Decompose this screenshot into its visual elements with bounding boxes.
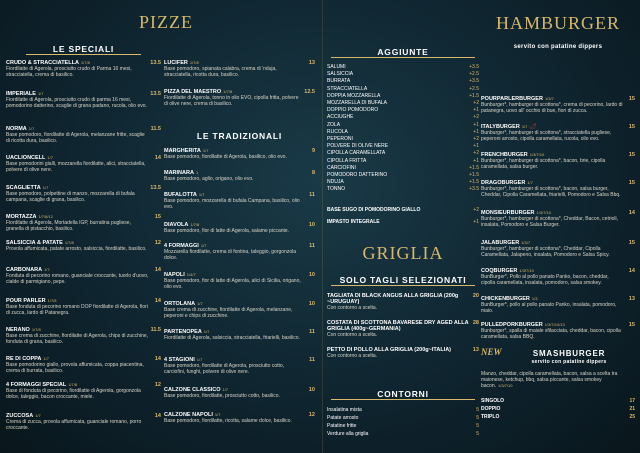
extra-name: SALSICCIA	[327, 71, 354, 78]
menu-item-price: 28	[472, 320, 479, 326]
menu-item-desc: Base pomodoro, fiordilatte di Agerola, basilico, olio evo.	[164, 154, 287, 161]
menu-item-desc: Fiordilatte di Agerola, tonno in olio EVO, cipolla fritta, polvere di olive nere, crema di basilico.	[164, 95, 299, 108]
menu-item-price: 11	[309, 329, 315, 335]
extra-name: ZOLA	[327, 121, 341, 128]
menu-item-name: 4 FORMAGGI SPECIAL	[6, 382, 67, 388]
menu-item-price: 10	[308, 222, 315, 228]
allergen-code: 1/7	[37, 91, 44, 96]
contorno-name: Patate arrosto	[327, 415, 359, 421]
allergen-code: 1/4/7	[186, 272, 196, 277]
smash-size-price: 17	[629, 398, 635, 404]
menu-item-price: 11	[309, 192, 315, 198]
menu-item-desc: Base pomodoro, mozzarella di bufala Campana, basilico, olio evo.	[164, 198, 300, 211]
menu-item-name: SCAGLIETTA	[6, 185, 41, 191]
menu-item-name: TAGLIATA DI BLACK ANGUS ALLA GRIGLIA (200g ~URUGUAY)	[327, 293, 459, 306]
extra-name: CIPOLLA CARAMELLATA	[327, 150, 386, 157]
menu-item-price: 10	[308, 387, 315, 393]
aggiunte-underline	[331, 57, 475, 58]
menu-item-name: PETTO DI POLLO ALLA GRIGLIA (200g~ITALIA)	[327, 347, 452, 353]
menu-item-desc: Bunburger*, spalla di maiale sfilacciata, cheddar, bacon, cipolla caramellata, salsa BBQ.	[481, 328, 621, 341]
menu-item	[164, 387, 315, 399]
menu-item	[164, 60, 315, 79]
allergen-code: 1/7	[202, 148, 209, 153]
menu-item	[164, 170, 315, 182]
menu-item	[327, 347, 479, 359]
menu-item	[164, 148, 315, 160]
menu-item-desc: Crema di zucca, provola affumicata, guanciale romano, porro croccante.	[6, 419, 142, 432]
menu-item-price: 11	[309, 357, 315, 363]
menu-item	[164, 301, 315, 320]
contorno-price: 5	[476, 415, 479, 421]
menu-item-desc: Bunburger*, hamburger di scottona*, bacon, salsa burger, Cheddar, Cipolla Caramellata, friarielli, Pomodoro e Salsa Bbq.	[481, 186, 621, 199]
extra-row	[327, 100, 479, 106]
menu-item-desc: Provola affumicata, patate arrosto, salsiccia, fiordilatte, basilico.	[6, 246, 147, 253]
extra-price: +1.5	[469, 164, 479, 171]
extra-name: ACCIUGHE	[327, 114, 354, 121]
menu-item-price: 12	[154, 240, 161, 246]
menu-item-name: 4 STAGIONI	[164, 357, 195, 363]
allergen-code: 1/7	[521, 124, 528, 129]
smash-title: SMASHBURGER	[532, 349, 606, 358]
extra-name: POLVERE DI OLIVE NERE	[327, 143, 389, 150]
allergen-code: 1/3/7	[544, 96, 554, 101]
extra-price: +3.5	[469, 186, 479, 193]
allergen-code: 1/7/8	[68, 382, 78, 387]
menu-item-price: 14	[154, 356, 161, 362]
allergen-code: 1/7	[196, 357, 203, 362]
extra-price: +2	[473, 136, 479, 142]
allergen-code: 1/7/8	[189, 60, 199, 65]
aggiunte-griglia-column	[327, 0, 479, 453]
menu-item	[327, 293, 479, 312]
contorno-row	[327, 423, 479, 429]
menu-item-name: RE DI COPPA	[6, 356, 42, 362]
menu-item	[6, 126, 161, 145]
smash-size-price: 25	[629, 414, 635, 420]
menu-item-desc: Base crema di zucchine, fiordilatte di Agerola, melanzane, peperoni e chips di zucchine.	[164, 307, 293, 320]
menu-item-name: ZUCCOSA	[6, 413, 34, 419]
menu-item-price: 14	[154, 267, 161, 273]
column-divider	[322, 0, 323, 453]
menu-item	[6, 413, 161, 432]
allergen-code: 1/7/8	[47, 298, 57, 303]
extra-price: +2.5	[469, 71, 479, 78]
menu-item	[481, 240, 635, 259]
impasto-price: +1	[473, 219, 479, 225]
extra-row	[327, 107, 479, 113]
extra-price: +1	[473, 128, 479, 135]
extra-row	[327, 143, 479, 149]
hamburger-subtitle: servito con patatine dippers	[513, 44, 603, 50]
menu-item-price: 11.5	[150, 126, 161, 132]
menu-item-name: DIAVOLA	[164, 222, 189, 228]
smash-size-row	[481, 398, 635, 404]
menu-item-desc: Bunburger*, hamburger di scottona*, Cheddar, Bacon, cetrioli, insalata, Pomodoro e Salsa Burger.	[481, 216, 619, 229]
extra-row	[327, 129, 479, 135]
extra-row	[327, 71, 479, 77]
menu-item-desc: Base crema di zucchine, fiordilatte di Agerola, chips di zucchine, fonduta di grana, basilico.	[6, 333, 149, 346]
allergen-code: 1/7/8/12	[38, 214, 53, 219]
allergen-code: 1/7	[28, 126, 35, 131]
smash-desc-block	[481, 371, 635, 390]
menu-item-price: 14	[154, 298, 161, 304]
allergen-code: 1/7	[42, 185, 49, 190]
new-badge: NEW	[481, 347, 502, 357]
contorno-price: 5	[476, 407, 479, 413]
menu-item-desc: Bunburger*, hamburger di scottona*, stracciatella pugliese, peperoni arrosto, cipolla caramellata, rucola, olio evo.	[481, 130, 612, 143]
menu-item-desc: Fiordilatte di Agerola, prosciutto crudo di parma 16 mesi, pomodorino datterino, scaglie di grana padano, rucola, olio evo.	[6, 97, 147, 110]
pizze-title: PIZZE	[139, 12, 193, 32]
menu-item-desc: Mozzarella fiordilatte, crema di fontina, taleggio, gorgonzola dolce.	[164, 249, 297, 262]
extra-row	[327, 114, 479, 120]
extra-row	[327, 158, 479, 164]
extra-name: SALUMI	[327, 64, 346, 70]
extra-price: +1.5	[469, 92, 479, 99]
menu-item-price: 13	[472, 347, 479, 353]
smash-size-name: DOPPIO	[481, 406, 501, 412]
smash-code: 1/3/7/10	[498, 383, 513, 389]
griglia-underline	[331, 285, 475, 286]
menu-item-price: 13.5	[150, 60, 161, 66]
menu-item	[6, 214, 161, 233]
menu-item-price: 15	[628, 180, 635, 186]
allergen-code: 1/3/7/10	[529, 152, 545, 157]
menu-item-name: POUR PARLER	[6, 298, 46, 304]
menu-item	[6, 267, 161, 286]
extra-name: PEPERONI	[327, 136, 353, 142]
griglia-header: SOLO TAGLI SELEZIONATI	[339, 275, 467, 285]
menu-item-desc: Base pomodoro, fiordilatte, ricotta, salame dolce, basilico.	[164, 418, 292, 425]
menu-item-price: 8	[311, 170, 315, 176]
menu-item-desc: Base pomodoro, spianata calabra, crema di 'nduja, stracciatella, ricotta dura, basilico.	[164, 66, 277, 79]
menu-item-desc: Con contorno a scelta.	[327, 332, 378, 339]
extra-row	[327, 136, 479, 142]
menu-item-name: ORTOLANA	[164, 301, 196, 307]
menu-item-name: BUFALOTTA	[164, 192, 197, 198]
contorno-name: Patatine fritte	[327, 423, 357, 429]
menu-item	[481, 322, 635, 341]
menu-item-name: CALZONE NAPOLI	[164, 412, 213, 418]
allergen-code: 1/7/8	[64, 240, 74, 245]
menu-item	[6, 60, 161, 79]
extra-price: +1	[473, 107, 479, 114]
menu-item	[6, 327, 161, 346]
extra-row	[327, 93, 479, 99]
extra-row	[327, 86, 479, 92]
allergen-code: 1/7	[35, 413, 41, 418]
menu-item-name: 4 FORMAGGI	[164, 243, 199, 249]
menu-item-desc: Base pomodoro, fior di latte di Agerola, alici di Sicilia, origano, olio evo.	[164, 278, 301, 291]
menu-item-name: MARINARA	[164, 170, 194, 176]
extra-price: +1	[473, 143, 479, 150]
menu-item	[6, 185, 161, 204]
extra-row	[327, 172, 479, 178]
allergen-code: 1/7/8	[31, 327, 41, 332]
smash-size-name: TRIPLO	[481, 414, 500, 420]
menu-item-desc: Bunburger*, hamburger di scottona*, bacon, brie, cipolla caramellata, salsa burger.	[481, 158, 606, 171]
impasto-name: IMPASTO INTEGRALE	[327, 219, 380, 225]
smash-size-name: SINGOLO	[481, 398, 505, 404]
extra-name: CIPOLLA FRITTA	[327, 157, 367, 164]
extra-name: TONNO	[327, 186, 345, 193]
menu-item	[6, 356, 161, 375]
menu-item-desc: Base pomodoro, fior di latte di Agerola, salame piccante.	[164, 228, 290, 235]
menu-item-desc: Con contorno a scelta.	[327, 305, 378, 312]
base-sugo-name: BASE SUGO DI POMODORINO GIALLO	[327, 207, 421, 213]
allergen-code: 1/7	[200, 243, 207, 248]
contorno-name: Insalatina mista	[327, 407, 362, 413]
menu-item-price: 12	[154, 382, 161, 388]
extra-row	[327, 186, 479, 192]
menu-item-row	[327, 293, 479, 305]
menu-item-title	[327, 320, 473, 332]
menu-item-price: 14	[154, 155, 161, 161]
extra-name: NDUJA	[327, 179, 344, 186]
base-sugo-price: +2	[473, 207, 479, 213]
contorno-price: 5	[476, 423, 479, 429]
allergen-code: 1/3	[531, 296, 538, 301]
allergen-code: 1/7	[222, 387, 229, 392]
extra-name: RUCOLA	[327, 128, 348, 135]
allergen-code: 1/3/7	[521, 240, 531, 245]
menu-item-desc: Base di fonduta di pecorino, fiordilatte di Agerola, gorgonzola dolce, taleggio, bacon croccante, miele.	[6, 388, 141, 401]
menu-item-desc: Base pomodorino giallo, provola affumicata, coppa piacentina, crema di burrata, basilico.	[6, 362, 144, 375]
extra-price: +1.5	[469, 172, 479, 178]
impasto-row	[327, 219, 479, 225]
allergen-code: 1	[195, 170, 199, 175]
speciali-underline	[26, 54, 141, 55]
menu-item-desc: Base pomodoro, aglio, origano, olio evo.	[164, 176, 254, 183]
allergen-code: 1/3/7/10/13	[544, 322, 565, 327]
smash-size-row	[481, 406, 635, 412]
smash-size-price: 21	[629, 406, 635, 412]
menu-item	[481, 124, 635, 143]
menu-item-price: 15	[628, 124, 635, 130]
menu-item-price: 12	[308, 412, 315, 418]
menu-item	[164, 357, 315, 376]
menu-item-name: CALZONE CLASSICO	[164, 387, 221, 393]
extra-row	[327, 122, 479, 128]
menu-item	[6, 240, 161, 252]
menu-item	[164, 412, 315, 424]
menu-item-name: PULLEDPORKBURGER	[481, 322, 543, 328]
extra-price: +2	[473, 150, 479, 157]
menu-item	[6, 298, 161, 317]
menu-item-name: COSTATA DI SCOTTONA BAVARESE DRY AGED ALLA GRIGLIA (400g~GERMANIA)	[327, 320, 469, 333]
menu-item	[481, 296, 635, 315]
menu-item-name: MORTAZZA	[6, 214, 37, 220]
menu-item-name: FRENCHBURGER	[481, 152, 528, 158]
menu-item-name: LUCIFER	[164, 60, 188, 66]
menu-item-desc: Base pomodoro, fiordilatte, prosciutto cotto, basilico.	[164, 393, 280, 400]
menu-item-desc: BunBurger*, Pollo al pollo panato Panko, bacon, cheddar, cipolla caramellata, insalata, pomodoro, salsa smokey.	[481, 274, 609, 287]
menu-item-price: 14	[154, 413, 161, 419]
menu-item-desc: Fiordilatte di Agerola, prosciutto crudo di Parma 16 mesi, stracciatella, crema di basilico.	[6, 66, 132, 79]
griglia-title: GRIGLIA	[362, 243, 444, 263]
menu-item-desc: BunBurger*, pollo al pollo panato Panko, insalata, pomodoro, maio.	[481, 302, 617, 315]
extra-price: +1	[473, 121, 479, 128]
menu-item-desc: Bunburger*, hamburger di scottona*, Cheddar, Cipolla Caramellata, Jalapeno, insalata, Pomodoro e Salsa Spicy.	[481, 246, 610, 259]
extra-price: +2.5	[469, 85, 479, 92]
extra-price: +2	[473, 100, 479, 106]
menu-item-name: PIZZA DEL MAESTRO	[164, 89, 222, 95]
menu-item-name: PARTENOPEA	[164, 329, 202, 335]
menu-item	[164, 192, 315, 211]
menu-item-price: 13.5	[150, 91, 161, 97]
menu-item-price: 10	[308, 272, 315, 278]
tradizionali-header: LE TRADIZIONALI	[196, 131, 283, 141]
allergen-code: 1/3/7/10	[536, 210, 551, 215]
menu-item-name: POURPARLERBURGER	[481, 96, 543, 102]
smash-subtitle: servito con patatine dippers	[531, 359, 607, 365]
extra-row	[327, 179, 479, 185]
contorno-row	[327, 431, 479, 437]
contorno-row	[327, 407, 479, 413]
extra-row	[327, 78, 479, 84]
menu-item-price: 13	[628, 296, 635, 302]
extra-price: +1	[473, 157, 479, 164]
menu-item-price: 11.5	[150, 327, 161, 333]
contorno-row	[327, 415, 479, 421]
extra-row	[327, 64, 479, 70]
menu-item-name: CRUDO & STRACCIATELLA	[6, 60, 79, 66]
menu-item	[164, 89, 315, 108]
menu-item-desc: Fiordilatte di Agerola, Mortadella IGP, burratina pugliese, granella di pistacchio, basilico.	[6, 220, 131, 233]
menu-item-price: 15	[154, 214, 161, 220]
menu-item-desc: Base pomodoro, fiordilatte di Agerola, melanzane fritte, scaglie di ricotta dura, basilico.	[6, 132, 145, 145]
menu-item-price: 15	[628, 96, 635, 102]
menu-item-row	[327, 320, 479, 332]
extra-row	[327, 150, 479, 156]
menu-item	[6, 91, 161, 110]
extra-name: CARCIOFINI	[327, 164, 356, 171]
allergen-code: 1/3/7/10	[519, 268, 534, 273]
menu-item-price: 14	[628, 268, 635, 274]
menu-item	[481, 180, 635, 199]
allergen-code: 1/7/8	[190, 222, 200, 227]
menu-item-name: COQBURGER	[481, 268, 518, 274]
menu-item-desc: Base fonduta di pecorino romano DOP fiordilatte di Agerola, fiori di zucca, lardo di Patanegra.	[6, 304, 148, 317]
menu-item-desc: Fonduta di pecorino romano, guanciale croccante, tuorlo d'uovo, cialde di parmigiano, pepe.	[6, 273, 149, 286]
menu-item	[481, 268, 635, 287]
extra-price: +3.5	[469, 64, 479, 70]
extra-name: DOPPIA MOZZARELLA	[327, 92, 381, 99]
chili-icon: 🌶	[527, 124, 537, 130]
extra-name: POMODORO DATTERINO	[327, 172, 388, 178]
menu-item-name: DRAGOBURGER	[481, 180, 526, 186]
menu-item	[6, 382, 161, 401]
smash-desc: Manzo, cheddar, cipolla caramellata, bacon, salsa a scelta tra maionese, ketchup, bbq, salsa piccante, salsa smokey bacon. 1/3/7/10	[481, 371, 618, 390]
speciali-header: LE SPECIALI	[52, 44, 115, 54]
menu-item-desc: Bunburger*, hamburger di scottona*, crema di pecorino, lardo di patanegra, uovo all' occhio di bue, fiori di zucca.	[481, 102, 623, 115]
menu-item	[481, 210, 635, 229]
menu-item-desc: Base pomodoro, polpettine di manzo, mozzarella di bufala campana, scaglie di grana, basilico.	[6, 191, 135, 204]
extra-name: BURRATA	[327, 78, 351, 85]
menu-item-title	[327, 293, 473, 305]
allergen-code: 1/7	[527, 180, 533, 185]
menu-item	[481, 96, 635, 115]
allergen-code: 1/7/8	[223, 89, 233, 94]
menu-item-price: 15	[628, 152, 635, 158]
menu-item-price: 14	[628, 210, 635, 216]
menu-item-price: 12.5	[304, 89, 315, 95]
contorno-price: 5	[476, 431, 479, 437]
menu-item-price: 13.5	[150, 185, 161, 191]
menu-item-name: MONSIEURBURGER	[481, 210, 535, 216]
menu-item	[164, 222, 315, 234]
menu-item-desc: Fiordilatte di Agerola, salsiccia, stracciatella, friarielli, basilico.	[164, 335, 300, 342]
hamburger-title: HAMBURGER	[495, 13, 620, 33]
allergen-code: 1/7	[44, 267, 50, 272]
menu-item	[164, 243, 315, 262]
hamburger-column	[481, 0, 635, 453]
menu-item-name: NAPOLI	[164, 272, 185, 278]
allergen-code: 1/7/8	[80, 60, 90, 65]
contorni-underline	[331, 399, 475, 400]
menu-item-name: SALSICCIA & PATATE	[6, 240, 63, 246]
menu-item	[481, 152, 635, 171]
menu-item	[6, 155, 161, 174]
menu-item-name: NERANO	[6, 327, 30, 333]
extra-price: +1.5	[469, 179, 479, 186]
menu-item-price: 11	[309, 243, 315, 249]
allergen-code: 1/7	[203, 329, 210, 334]
menu-item-price: 9	[311, 148, 315, 154]
menu-item	[164, 272, 315, 291]
menu-item-price: 13	[308, 60, 315, 66]
menu-item-desc: Base pomodorini gialli, mozzarella fiordilatte, alici, stracciatella, polvere di olive nere.	[6, 161, 146, 174]
menu-item	[327, 320, 479, 339]
menu-item	[164, 329, 315, 341]
menu-item-name: IMPERIALE	[6, 91, 36, 97]
extra-price: +2	[473, 114, 479, 121]
extra-name: MOZZARELLA DI BUFALA	[327, 100, 388, 106]
smash-size-row	[481, 414, 635, 420]
pizze-column-right	[164, 0, 315, 453]
menu-item-name: CHICKENBURGER	[481, 296, 530, 302]
allergen-code: 1/7	[198, 192, 205, 197]
extra-name: DOPPIO POMODORO	[327, 107, 379, 114]
menu-item-price: 15	[628, 240, 635, 246]
menu-item-price: 15	[628, 322, 635, 328]
aggiunte-header: AGGIUNTE	[377, 47, 429, 57]
menu-item-desc: Con contorno a scelta.	[327, 353, 378, 360]
allergen-code: 1/7	[43, 356, 49, 361]
menu-item-name: NORMA	[6, 126, 27, 132]
menu-item-name: ITALYBURGER	[481, 124, 520, 130]
menu-item-desc: Base pomodoro, fiordilatte di Agerola, prosciutto cotto, carciofini, funghi, polvere di olive nere.	[164, 363, 285, 376]
contorni-header: CONTORNI	[377, 389, 429, 399]
allergen-code: 1/7	[197, 301, 203, 306]
menu-item-name: CARBONARA	[6, 267, 43, 273]
menu-item-name: UACLIONCELL	[6, 155, 46, 161]
extra-price: +3.5	[469, 78, 479, 85]
allergen-code: 1/7	[214, 412, 221, 417]
menu-item-price: 10	[308, 301, 315, 307]
menu-item-name: MARGHERITA	[164, 148, 201, 154]
extra-name: STRACCIATELLA	[327, 85, 368, 92]
menu-item-price: 20	[472, 293, 479, 299]
allergen-code: 1/7	[47, 155, 53, 160]
menu-item-name: JALABURGER	[481, 240, 520, 246]
base-sugo-row	[327, 207, 479, 213]
contorno-name: Verdure alla griglia	[327, 431, 369, 437]
extra-row	[327, 165, 479, 171]
